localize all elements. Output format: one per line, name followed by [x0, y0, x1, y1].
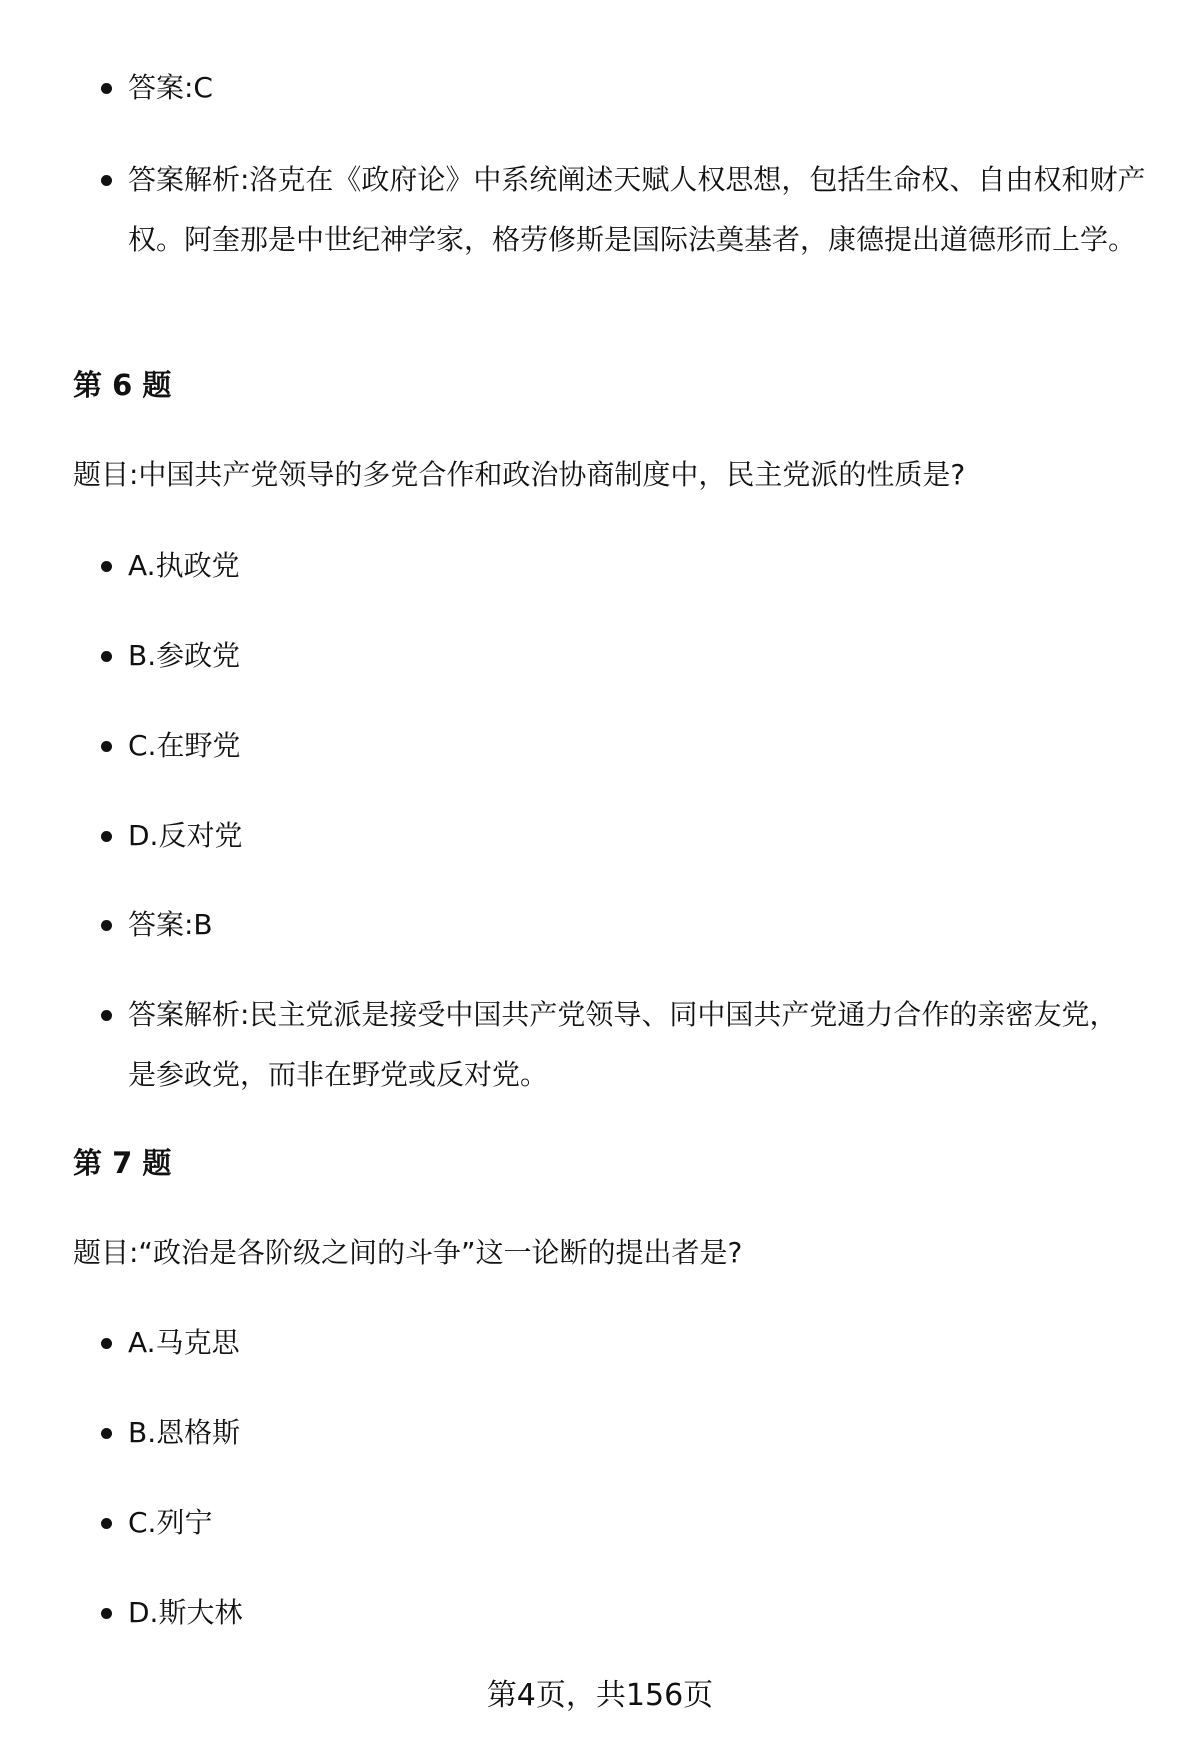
option-a: A.执政党 [128, 536, 1148, 596]
question-title: 题目:“政治是各阶级之间的斗争”这一论断的提出者是? [73, 1236, 743, 1269]
question-title: 题目:中国共产党领导的多党合作和政治协商制度中，民主党派的性质是? [73, 458, 966, 491]
option-b: B.参政党 [128, 626, 1148, 686]
answer-line: 答案:B [128, 895, 1148, 955]
option-c: C.列宁 [128, 1493, 1148, 1553]
option-c: C.在野党 [128, 716, 1148, 776]
option-d: D.斯大林 [128, 1583, 1148, 1643]
question-heading: 第 6 题 [73, 368, 172, 402]
question-heading: 第 7 题 [73, 1146, 172, 1180]
answer-explanation: 答案解析:洛克在《政府论》中系统阐述天赋人权思想，包括生命权、自由权和财产权。阿奎那是中世纪神学家，格劳修斯是国际法奠基者，康德提出道德形而上学。 [128, 150, 1158, 270]
option-b: B.恩格斯 [128, 1403, 1148, 1463]
answer-line: 答案:C [128, 58, 1148, 118]
page-number: 第4页，共156页 [486, 1678, 714, 1713]
option-d: D.反对党 [128, 806, 1148, 866]
option-a: A.马克思 [128, 1313, 1148, 1373]
answer-explanation: 答案解析:民主党派是接受中国共产党领导、同中国共产党通力合作的亲密友党，是参政党，而非在野党或反对党。 [128, 985, 1128, 1105]
